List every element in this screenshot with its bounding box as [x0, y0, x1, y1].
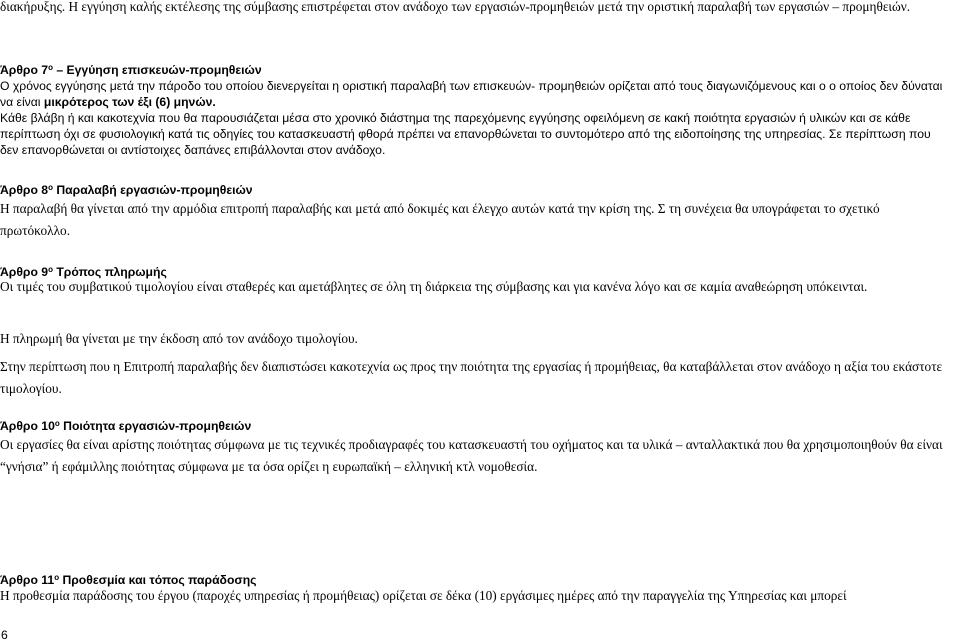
article-7-title: – Εγγύηση επισκευών-προμηθειών	[52, 63, 262, 77]
article-7-ordinal: ο	[48, 63, 53, 72]
article-9-title: Τρόπος πληρωμής	[52, 265, 167, 279]
article-8-ordinal: ο	[48, 183, 53, 192]
article-10-heading	[0, 418, 952, 434]
article-10-body: Οι εργασίες θα είναι αρίστης ποιότητας σύμφωνα με τις τεχνικές προδιαγραφές του κατασκευαστή του οχήματος και τα υλικά – ανταλλακτικά που θα χρησιμοποιηθούν θα είναι “γνήσια” ή εφάμιλλης ποιότητας σύμφωνα με τα όσα ορίζει η ευρωπαϊκή – ελληνική κτλ νομοθεσία.	[0, 437, 943, 474]
article-7-paragraph-2: Κάθε βλάβη ή και κακοτεχνία που θα παρουσιάζεται μέσα στο χρονικό διάστημα της παρεχόμενης εγγύησης οφειλόμενη σε κακή ποιότητα εργασιών ή υλικών και σε κάθε περίπτωση όχι σε φυσιολογική κατά τις οδηγίες του κατασκευαστή φθορά πρέπει να επανορθώνεται το συντομότερο από της ειδοποίησης της υπηρεσίας. Σε περίπτωση που δεν επανορθώνεται οι αντίστοιχες δαπάνες επιβάλλονται στον ανάδοχο.	[0, 111, 931, 157]
article-11-ordinal: ο	[54, 573, 60, 582]
article-8-body: Η παραλαβή θα γίνεται από την αρμόδια επιτροπή παραλαβής και μετά από δοκιμές και έλεγχο αυτών κατά την κρίση της. Σ τη συνέχεια θα υπογράφεται το σχετικό πρωτόκολλο.	[0, 201, 880, 238]
article-7-heading	[0, 62, 952, 78]
article-7-para1-bold: μικρότερος των έξι (6) μηνών.	[43, 95, 216, 109]
article-9-paragraph-2: Η πληρωμή θα γίνεται με την έκδοση από τον ανάδοχο τιμολογίου.	[0, 331, 358, 346]
article-9-paragraph-3: Στην περίπτωση που η Επιτροπή παραλαβής δεν διαπιστώσει κακοτεχνία ως προς την ποιότητα της εργασίας ή προμήθειας, θα καταβάλλεται στον ανάδοχο η αξία του εκάστοτε τιμολογίου.	[0, 359, 943, 396]
article-10-prefix: Άρθρο 10	[0, 419, 55, 433]
article-11-prefix: Άρθρο 11	[0, 573, 55, 587]
intro-continuation: διακήρυξης. Η εγγύηση καλής εκτέλεσης της σύμβασης επιστρέφεται στον ανάδοχο των εργασιών-προμηθειών μετά την οριστική παραλαβή των εργασιών – προμηθειών.	[0, 0, 911, 14]
article-8-heading	[0, 182, 952, 198]
article-8-prefix: Άρθρο 8	[0, 183, 49, 197]
article-11-title: Προθεσμία και τόπος παράδοσης	[59, 573, 257, 587]
article-9-prefix: Άρθρο 9	[0, 265, 49, 279]
article-7-paragraph-1	[0, 78, 952, 110]
page-number: 6	[1, 628, 8, 642]
article-9-paragraph-1: Οι τιμές του συμβατικού τιμολογίου είναι σταθερές και αμετάβλητες σε όλη τη διάρκεια της σύμβασης και για κανένα λόγο και σε καμία αναθεώρηση υπόκεινται.	[0, 279, 868, 294]
article-8-title: Παραλαβή εργασιών-προμηθειών	[52, 183, 253, 197]
article-10-ordinal: ο	[54, 419, 60, 428]
article-10-title: Ποιότητα εργασιών-προμηθειών	[59, 419, 252, 433]
article-11-body: Η προθεσμία παράδοσης του έργου (παροχές υπηρεσίας ή προμήθειας) ορίζεται σε δέκα (10) εργάσιμες ημέρες από την παραγγελία της Υπηρεσίας και μπορεί	[0, 588, 847, 603]
article-9-ordinal: ο	[48, 265, 53, 274]
article-7-para1-text: Ο χρόνος εγγύησης μετά την πάροδο του οποίου διενεργείται η οριστική παραλαβή των επισκευών- προμηθειών ορίζεται από τους διαγωνιζόμενους και ο ο οποίος δεν δύναται να είναι	[0, 79, 943, 109]
article-7-prefix: Άρθρο 7	[0, 63, 49, 77]
